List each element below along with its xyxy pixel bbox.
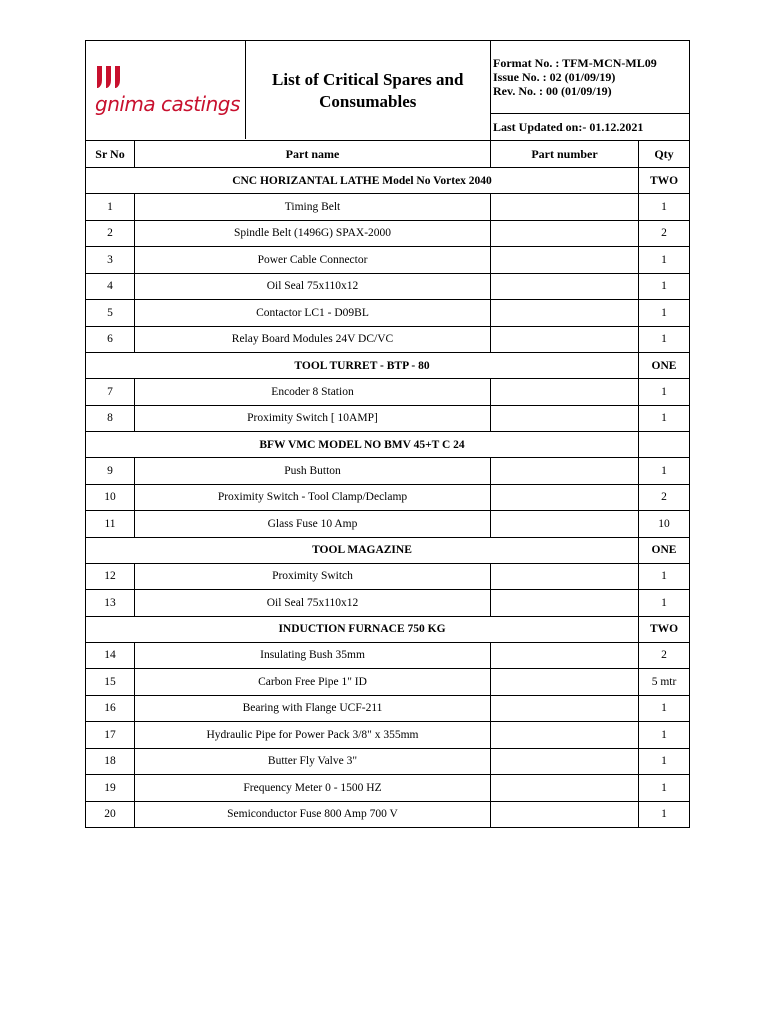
critical-spares-sheet xyxy=(85,40,689,828)
sr-no-cell: 5 xyxy=(86,300,135,327)
table-row xyxy=(86,220,690,247)
part-name-cell: Insulating Bush 35mm xyxy=(135,642,491,669)
qty-cell: 1 xyxy=(639,801,690,828)
part-number-cell xyxy=(491,379,639,406)
qty-cell: 1 xyxy=(639,379,690,406)
part-number-cell xyxy=(491,405,639,432)
part-name-cell: Frequency Meter 0 - 1500 HZ xyxy=(135,775,491,802)
section-header-row xyxy=(86,537,690,563)
sr-no-cell: 15 xyxy=(86,669,135,696)
part-name-cell: Power Cable Connector xyxy=(135,247,491,274)
table-row xyxy=(86,273,690,300)
part-name-cell: Push Button xyxy=(135,458,491,485)
table-row xyxy=(86,484,690,511)
spares-table xyxy=(85,40,690,828)
qty-cell: 1 xyxy=(639,194,690,221)
part-name-cell: Spindle Belt (1496G) SPAX-2000 xyxy=(135,220,491,247)
table-row xyxy=(86,590,690,617)
section-qty: ONE xyxy=(639,537,690,563)
part-name-cell: Butter Fly Valve 3" xyxy=(135,748,491,775)
col-qty: Qty xyxy=(639,141,690,168)
table-row xyxy=(86,695,690,722)
sr-no-cell: 14 xyxy=(86,642,135,669)
part-number-cell xyxy=(491,484,639,511)
table-row xyxy=(86,642,690,669)
part-name-cell: Carbon Free Pipe 1" ID xyxy=(135,669,491,696)
sr-no-cell: 8 xyxy=(86,405,135,432)
table-row xyxy=(86,748,690,775)
table-row xyxy=(86,511,690,538)
revision-number: Rev. No. : 00 (01/09/19) xyxy=(493,84,612,98)
part-name-cell: Proximity Switch - Tool Clamp/Declamp xyxy=(135,484,491,511)
table-row xyxy=(86,722,690,749)
qty-cell: 1 xyxy=(639,748,690,775)
col-sr-no: Sr No xyxy=(86,141,135,168)
section-header-row xyxy=(86,432,690,458)
qty-cell: 2 xyxy=(639,642,690,669)
part-name-cell: Semiconductor Fuse 800 Amp 700 V xyxy=(135,801,491,828)
qty-cell: 1 xyxy=(639,458,690,485)
table-row xyxy=(86,326,690,353)
qty-cell: 1 xyxy=(639,722,690,749)
header-divider xyxy=(245,40,246,139)
qty-cell: 1 xyxy=(639,405,690,432)
sr-no-cell: 13 xyxy=(86,590,135,617)
qty-cell: 1 xyxy=(639,326,690,353)
part-number-cell xyxy=(491,642,639,669)
section-title: TOOL TURRET - BTP - 80 xyxy=(86,353,639,379)
table-row xyxy=(86,563,690,590)
format-number: Format No. : TFM-MCN-ML09 xyxy=(493,56,657,70)
table-row xyxy=(86,801,690,828)
section-qty: ONE xyxy=(639,353,690,379)
qty-cell: 2 xyxy=(639,220,690,247)
section-title: CNC HORIZANTAL LATHE Model No Vortex 2040 xyxy=(86,168,639,194)
table-row xyxy=(86,458,690,485)
format-info xyxy=(491,41,690,114)
part-name-cell: Hydraulic Pipe for Power Pack 3/8" x 355mm xyxy=(135,722,491,749)
part-number-cell xyxy=(491,300,639,327)
qty-cell: 1 xyxy=(639,775,690,802)
qty-cell: 1 xyxy=(639,247,690,274)
part-name-cell: Oil Seal 75x110x12 xyxy=(135,273,491,300)
part-number-cell xyxy=(491,511,639,538)
qty-cell: 1 xyxy=(639,695,690,722)
sr-no-cell: 3 xyxy=(86,247,135,274)
qty-cell: 5 mtr xyxy=(639,669,690,696)
logo-text: gnima castings xyxy=(95,91,240,116)
section-title: BFW VMC MODEL NO BMV 45+T C 24 xyxy=(86,432,639,458)
sr-no-cell: 7 xyxy=(86,379,135,406)
section-qty: TWO xyxy=(639,616,690,642)
column-header-row xyxy=(86,141,690,168)
sr-no-cell: 10 xyxy=(86,484,135,511)
sr-no-cell: 19 xyxy=(86,775,135,802)
sr-no-cell: 2 xyxy=(86,220,135,247)
part-number-cell xyxy=(491,590,639,617)
part-name-cell: Proximity Switch [ 10AMP] xyxy=(135,405,491,432)
sr-no-cell: 16 xyxy=(86,695,135,722)
sr-no-cell: 11 xyxy=(86,511,135,538)
issue-number: Issue No. : 02 (01/09/19) xyxy=(493,70,616,84)
part-name-cell: Encoder 8 Station xyxy=(135,379,491,406)
table-row xyxy=(86,405,690,432)
table-row xyxy=(86,194,690,221)
part-number-cell xyxy=(491,748,639,775)
sr-no-cell: 20 xyxy=(86,801,135,828)
part-number-cell xyxy=(491,458,639,485)
sr-no-cell: 1 xyxy=(86,194,135,221)
part-number-cell xyxy=(491,722,639,749)
part-name-cell: Oil Seal 75x110x12 xyxy=(135,590,491,617)
section-header-row xyxy=(86,616,690,642)
section-title: TOOL MAGAZINE xyxy=(86,537,639,563)
qty-cell: 1 xyxy=(639,563,690,590)
table-row xyxy=(86,300,690,327)
qty-cell: 1 xyxy=(639,300,690,327)
qty-cell: 1 xyxy=(639,590,690,617)
logo-mark-icon xyxy=(95,64,125,90)
sr-no-cell: 9 xyxy=(86,458,135,485)
sr-no-cell: 12 xyxy=(86,563,135,590)
section-qty: TWO xyxy=(639,168,690,194)
table-row xyxy=(86,669,690,696)
sr-no-cell: 4 xyxy=(86,273,135,300)
section-header-row xyxy=(86,353,690,379)
part-number-cell xyxy=(491,695,639,722)
table-row xyxy=(86,379,690,406)
sr-no-cell: 17 xyxy=(86,722,135,749)
table-row xyxy=(86,775,690,802)
col-part-number: Part number xyxy=(491,141,639,168)
table-row xyxy=(86,247,690,274)
qty-cell: 10 xyxy=(639,511,690,538)
part-number-cell xyxy=(491,326,639,353)
part-name-cell: Contactor LC1 - D09BL xyxy=(135,300,491,327)
section-header-row xyxy=(86,168,690,194)
sr-no-cell: 6 xyxy=(86,326,135,353)
part-name-cell: Bearing with Flange UCF-211 xyxy=(135,695,491,722)
document-title: List of Critical Spares and Consumables xyxy=(135,41,491,141)
qty-cell: 1 xyxy=(639,273,690,300)
part-number-cell xyxy=(491,247,639,274)
part-number-cell xyxy=(491,220,639,247)
part-number-cell xyxy=(491,273,639,300)
section-qty xyxy=(639,432,690,458)
part-name-cell: Glass Fuse 10 Amp xyxy=(135,511,491,538)
part-number-cell xyxy=(491,801,639,828)
part-number-cell xyxy=(491,194,639,221)
sr-no-cell: 18 xyxy=(86,748,135,775)
qty-cell: 2 xyxy=(639,484,690,511)
part-number-cell xyxy=(491,563,639,590)
last-updated: Last Updated on:- 01.12.2021 xyxy=(491,114,690,141)
part-number-cell xyxy=(491,669,639,696)
section-title: INDUCTION FURNACE 750 KG xyxy=(86,616,639,642)
part-number-cell xyxy=(491,775,639,802)
part-name-cell: Relay Board Modules 24V DC/VC xyxy=(135,326,491,353)
part-name-cell: Proximity Switch xyxy=(135,563,491,590)
col-part-name: Part name xyxy=(135,141,491,168)
company-logo xyxy=(85,40,255,139)
part-name-cell: Timing Belt xyxy=(135,194,491,221)
